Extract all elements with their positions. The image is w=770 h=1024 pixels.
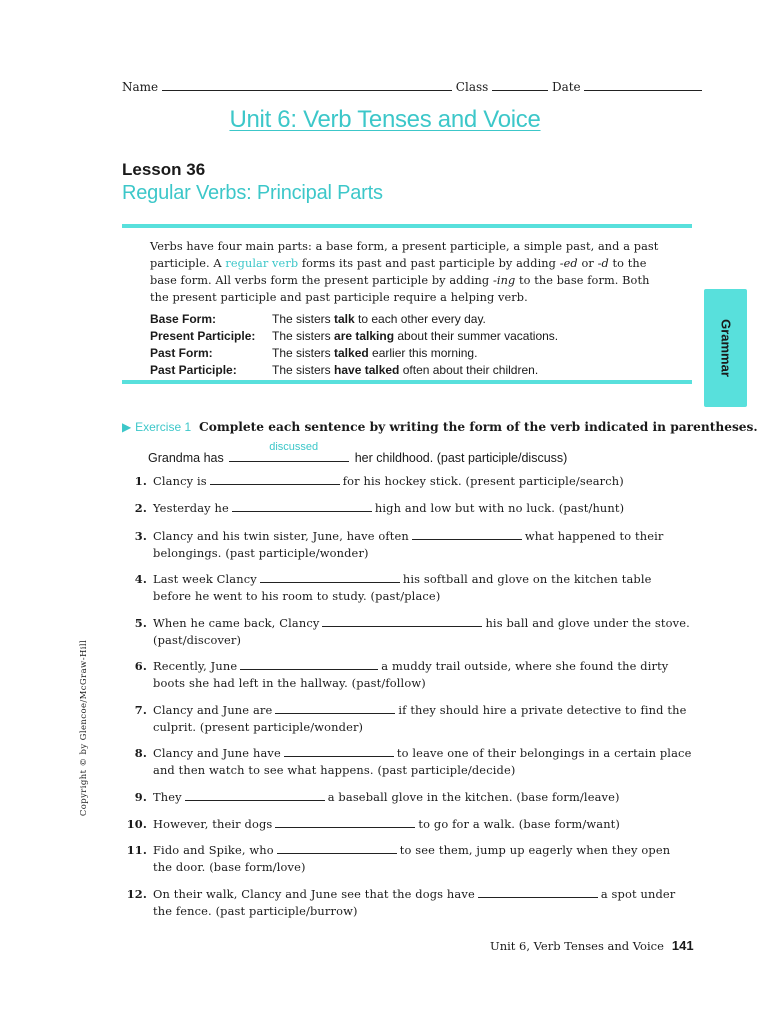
item-number: 12. [126, 887, 147, 901]
item-post: for his hockey stick. (present participle/search) [342, 474, 624, 488]
page-number: 141 [671, 938, 694, 953]
student-info-line [122, 80, 692, 94]
item-pre: Last week Clancy [153, 572, 257, 586]
item-pre: They [153, 790, 182, 804]
item-pre: Clancy and June are [153, 703, 273, 717]
name-label: Name [122, 80, 159, 94]
item-pre: Recently, June [153, 659, 238, 673]
item-post: to leave one of their belongings in a certain place and then watch to see what happens. (past participle/decide) [153, 746, 692, 777]
intro-or: or [577, 257, 598, 270]
examples-table [150, 311, 558, 379]
exercise-item [122, 816, 692, 833]
item-number: 3. [134, 529, 147, 543]
date-label: Date [551, 80, 581, 94]
ed-suffix: -ed [559, 257, 578, 270]
sample-sentence [148, 441, 568, 465]
d-suffix: -d [597, 257, 609, 270]
exercise-name: Exercise 1 [135, 420, 192, 434]
example-sentence: The sisters have talked often about their children. [272, 363, 539, 377]
bottom-divider [122, 380, 692, 384]
example-term: Base Form: [150, 312, 217, 326]
exercise-item [122, 702, 692, 736]
intro-text-3: to the base form. All verbs form the present participle by adding [150, 257, 647, 287]
item-pre: When he came back, Clancy [153, 616, 320, 630]
item-number: 5. [134, 616, 147, 630]
item-number: 9. [134, 790, 147, 804]
sample-pre: Grandma has [148, 451, 224, 465]
intro-text-1: Verbs have four main parts: a base form, a present participle, a simple past, and a past participle. A [150, 240, 659, 270]
exercise-item [122, 886, 692, 920]
item-number: 11. [126, 843, 147, 857]
item-pre: On their walk, Clancy and June see that the dogs have [153, 887, 475, 901]
item-number: 6. [134, 659, 147, 673]
exercise-item [122, 571, 692, 605]
item-pre: However, their dogs [153, 817, 273, 831]
exercise-item [122, 789, 692, 806]
exercise-instruction: Complete each sentence by writing the form of the verb indicated in parentheses. [199, 420, 758, 434]
name-blank[interactable] [162, 80, 452, 91]
grammar-side-tab [704, 289, 747, 407]
intro-text-4: to the base form. Both the present participle and past participle require a helping verb. [150, 274, 650, 304]
regular-verb-term: regular verb [225, 257, 299, 270]
footer-text: Unit 6, Verb Tenses and Voice [490, 939, 664, 953]
class-label: Class [455, 80, 489, 94]
answer-blank[interactable] [284, 746, 394, 757]
exercise-item [122, 528, 692, 562]
example-sentence: The sisters talked earlier this morning. [272, 346, 478, 360]
example-row [150, 362, 558, 379]
unit-title: Unit 6: Verb Tenses and Voice [229, 106, 541, 133]
exercise-item [122, 615, 692, 649]
item-post: a baseball glove in the kitchen. (base form/leave) [327, 790, 620, 804]
lesson-title: Regular Verbs: Principal Parts [122, 182, 383, 204]
item-pre: Fido and Spike, who [153, 843, 274, 857]
date-blank[interactable] [584, 80, 702, 91]
item-post: to see them, jump up eagerly when they open the door. (base form/love) [153, 843, 671, 874]
item-post: if they should hire a private detective to find the culprit. (present participle/wonder) [153, 703, 687, 734]
exercise-item [122, 500, 692, 517]
side-tab-label: Grammar [718, 319, 733, 377]
example-sentence: The sisters talk to each other every day. [272, 312, 486, 326]
item-pre: Clancy is [153, 474, 207, 488]
answer-blank[interactable] [210, 474, 340, 485]
answer-blank[interactable] [240, 659, 378, 670]
example-row [150, 345, 558, 362]
top-divider [122, 224, 692, 228]
copyright-notice: Copyright © by Glencoe/McGraw-Hill [79, 639, 89, 817]
item-pre: Clancy and his twin sister, June, have often [153, 529, 409, 543]
answer-blank[interactable] [478, 887, 598, 898]
answer-blank[interactable] [322, 616, 482, 627]
sample-answer-blank [229, 441, 349, 462]
answer-blank[interactable] [275, 817, 415, 828]
answer-blank[interactable] [232, 501, 372, 512]
intro-paragraph [150, 238, 670, 306]
arrow-icon: ▶ [122, 420, 132, 434]
class-blank[interactable] [492, 80, 548, 91]
item-number: 4. [134, 572, 147, 586]
exercise-item [122, 745, 692, 779]
intro-text-2: forms its past and past participle by adding [298, 257, 560, 270]
example-row [150, 311, 558, 328]
item-post: what happened to their belongings. (past participle/wonder) [153, 529, 664, 560]
item-number: 2. [134, 501, 147, 515]
exercise-item [122, 658, 692, 692]
ing-suffix: -ing [492, 274, 516, 287]
page-footer [490, 938, 694, 953]
example-term: Past Form: [150, 346, 213, 360]
item-post: his ball and glove under the stove. (past/discover) [153, 616, 690, 647]
answer-blank[interactable] [275, 703, 395, 714]
example-term: Past Participle: [150, 363, 237, 377]
item-number: 10. [126, 817, 147, 831]
exercise-item [122, 842, 692, 876]
answer-blank[interactable] [277, 843, 397, 854]
item-pre: Clancy and June have [153, 746, 281, 760]
answer-blank[interactable] [185, 790, 325, 801]
answer-blank[interactable] [412, 529, 522, 540]
exercise-item [122, 473, 692, 490]
item-number: 8. [134, 746, 147, 760]
item-number: 7. [134, 703, 147, 717]
item-pre: Yesterday he [153, 501, 229, 515]
item-post: to go for a walk. (base form/want) [418, 817, 621, 831]
example-sentence: The sisters are talking about their summer vacations. [272, 329, 559, 343]
item-post: his softball and glove on the kitchen table before he went to his room to study. (past/place) [153, 572, 652, 603]
example-row [150, 328, 558, 345]
sample-post: her childhood. (past participle/discuss) [354, 451, 568, 465]
item-number: 1. [134, 474, 147, 488]
item-post: a spot under the fence. (past participle/burrow) [153, 887, 676, 918]
answer-blank[interactable] [260, 572, 400, 583]
item-post: high and low but with no luck. (past/hunt) [374, 501, 625, 515]
sample-answer: discussed [269, 441, 319, 453]
item-post: a muddy trail outside, where she found the dirty boots she had left in the hallway. (past/follow) [153, 659, 669, 690]
exercise-header [122, 420, 758, 434]
example-term: Present Participle: [150, 329, 256, 343]
lesson-label: Lesson 36 [122, 160, 206, 179]
